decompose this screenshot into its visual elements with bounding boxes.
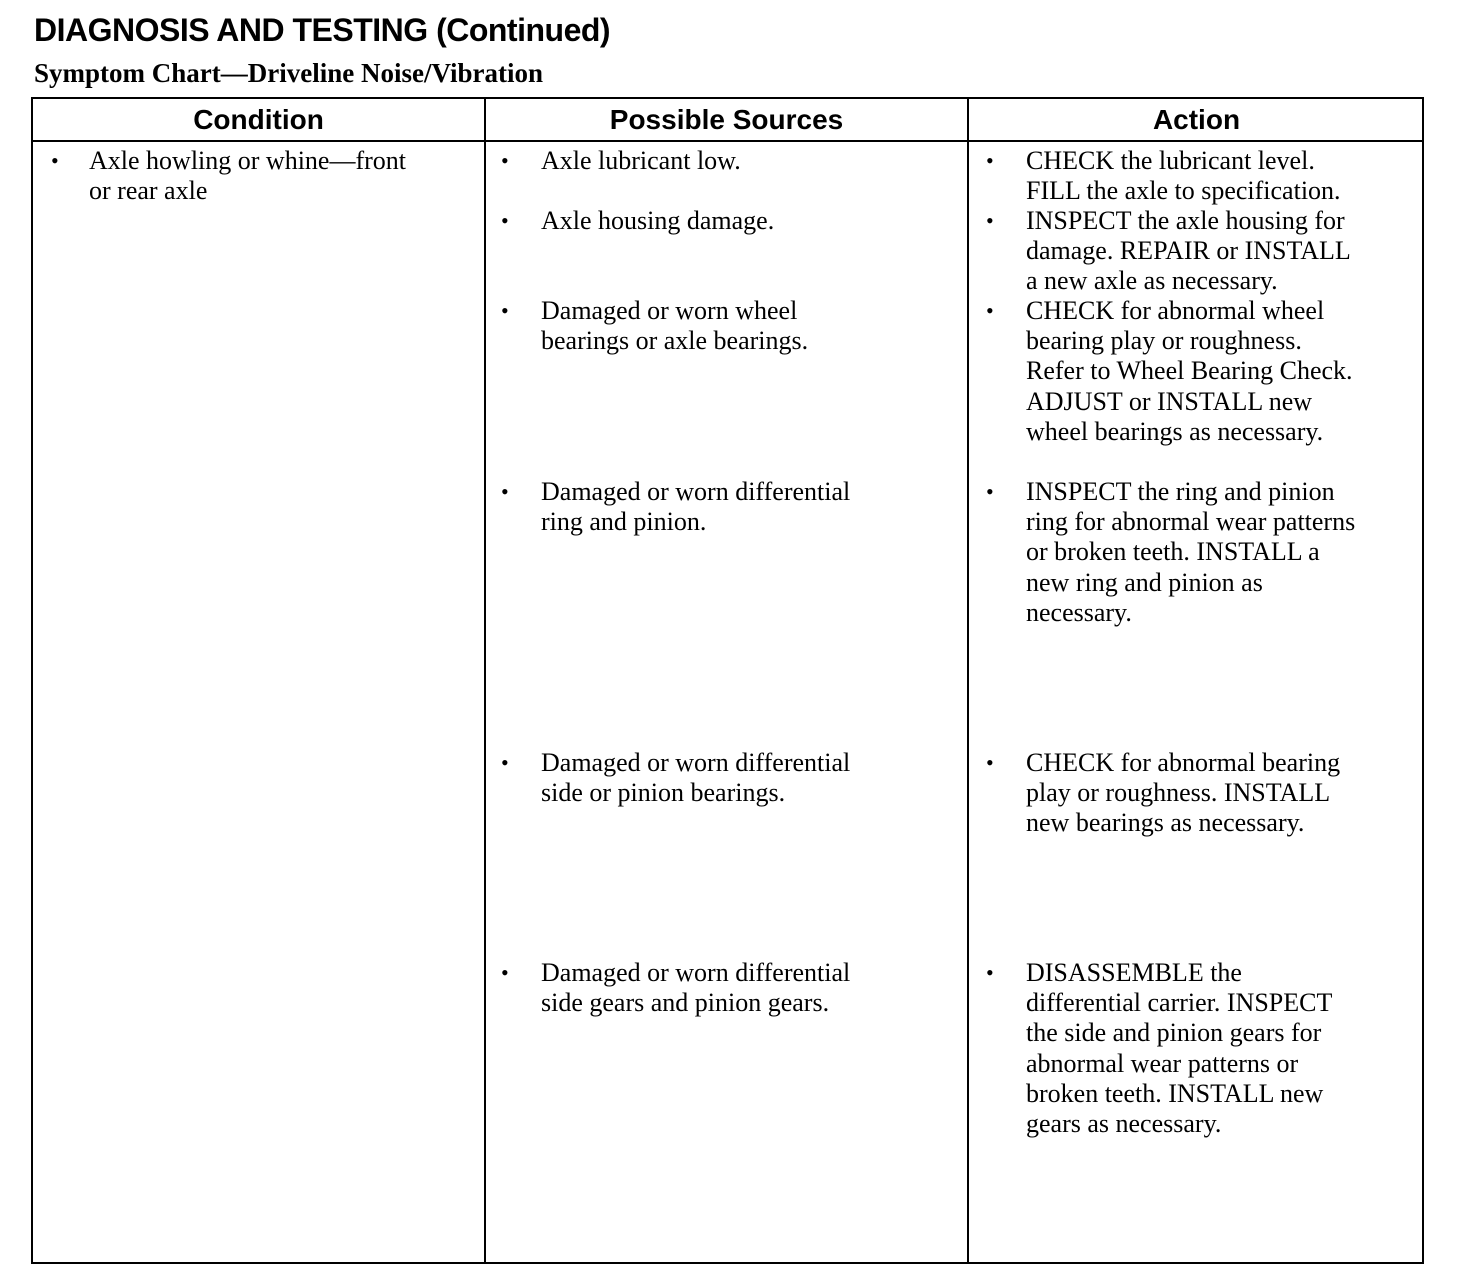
source-text: Damaged or worn differential side or pinion bearings.: [541, 748, 851, 808]
source-text: Damaged or worn differential ring and pinion.: [541, 477, 851, 537]
bullet: •: [986, 750, 994, 775]
action-text: DISASSEMBLE the differential carrier. INSPECT the side and pinion gears for abnormal wear patterns or broken teeth. INSTALL new gears as necessary.: [1026, 958, 1333, 1139]
bullet: •: [501, 208, 509, 233]
condition-text: Axle howling or whine—front or rear axle: [89, 146, 407, 206]
source-text: Damaged or worn wheel bearings or axle bearings.: [541, 296, 809, 356]
action-entry: [986, 146, 1418, 206]
action-text: INSPECT the ring and pinion ring for abnormal wear patterns or broken teeth. INSTALL a new ring and pinion as necessary.: [1026, 477, 1356, 627]
column-divider: [967, 99, 969, 1262]
bullet: •: [986, 208, 994, 233]
bullet: •: [986, 298, 994, 323]
bullet: •: [986, 960, 994, 985]
chart-title: Symptom Chart—Driveline Noise/Vibration: [34, 58, 543, 88]
source-entry: [501, 748, 956, 808]
bullet: •: [501, 750, 509, 775]
column-header-possible-sources: Possible Sources: [609, 104, 844, 135]
action-text: CHECK for abnormal wheel bearing play or roughness. Refer to Wheel Bearing Check. ADJUST or INSTALL new wheel bearings as necessary.: [1026, 296, 1353, 446]
action-entry: [986, 296, 1418, 447]
bullet: •: [986, 479, 994, 504]
source-text: Axle lubricant low.: [541, 146, 741, 175]
column-header-action: Action: [1152, 104, 1241, 135]
bullet: •: [501, 148, 509, 173]
source-entry: [501, 958, 956, 1018]
bullet: •: [501, 479, 509, 504]
source-entry: [501, 477, 956, 537]
source-text: Damaged or worn differential side gears and pinion gears.: [541, 958, 851, 1018]
source-entry: [501, 296, 956, 356]
action-entry: [986, 477, 1418, 628]
action-text: CHECK for abnormal bearing play or roughness. INSTALL new bearings as necessary.: [1026, 748, 1341, 838]
column-divider: [484, 99, 486, 1262]
action-entry: [986, 748, 1418, 839]
action-entry: [986, 206, 1418, 297]
page-heading: DIAGNOSIS AND TESTING (Continued): [34, 12, 611, 48]
column-header-condition: Condition: [193, 104, 324, 135]
source-text: Axle housing damage.: [541, 206, 775, 235]
bullet: •: [501, 298, 509, 323]
bullet: •: [986, 148, 994, 173]
source-entry: [501, 146, 956, 176]
action-text: CHECK the lubricant level. FILL the axle to specification.: [1026, 146, 1341, 206]
symptom-table: [31, 97, 1424, 1264]
action-entry: [986, 958, 1418, 1139]
condition-entry: [51, 146, 471, 206]
action-text: INSPECT the axle housing for damage. REPAIR or INSTALL a new axle as necessary.: [1026, 206, 1351, 296]
header-rule: [33, 140, 1422, 142]
bullet: •: [501, 960, 509, 985]
bullet: •: [51, 148, 59, 173]
source-entry: [501, 206, 956, 236]
